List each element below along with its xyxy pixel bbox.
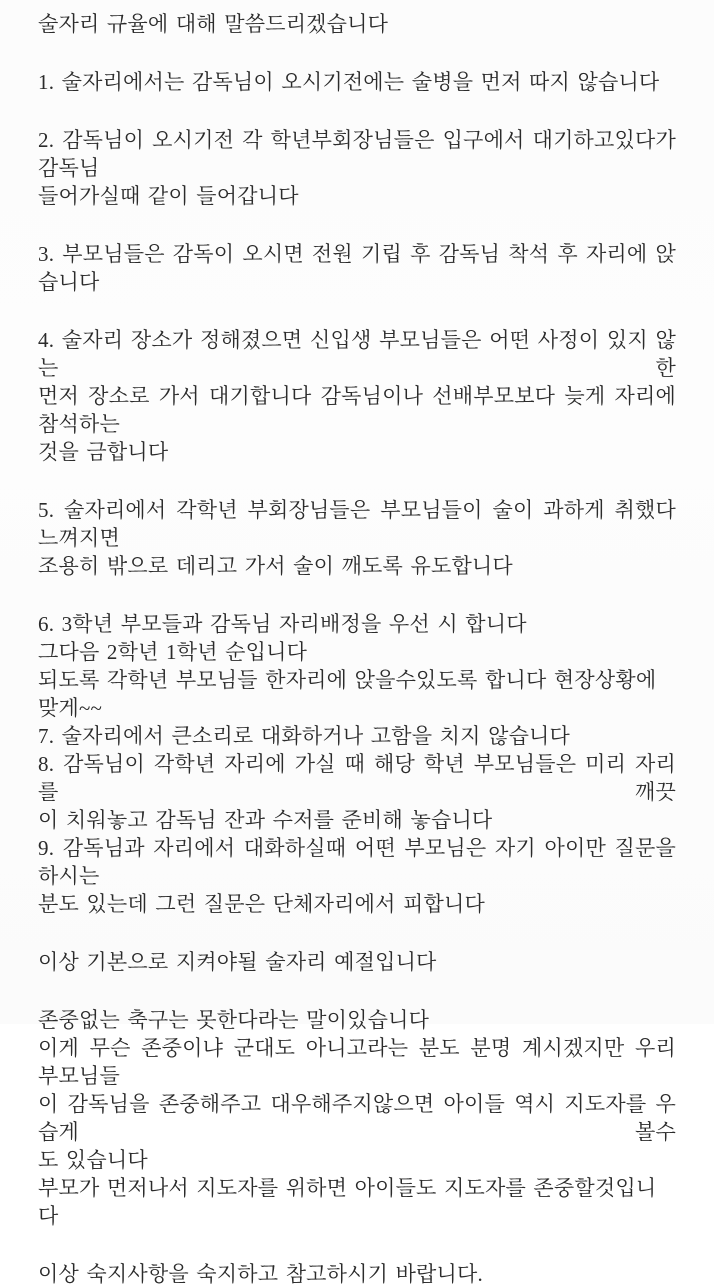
rule-7-line-1: 7. 술자리에서 큰소리로 대화하거나 고함을 치지 않습니다 [38, 724, 571, 748]
rule-9-line-2: 분도 있는데 그런 질문은 단체자리에서 피합니다 [38, 892, 485, 916]
rule-6-line-2: 그다음 2학년 1학년 순입니다 [38, 640, 308, 664]
rule-5-line-1: 5. 술자리에서 각학년 부회장님들은 부모님들이 술이 과하게 취했다 느껴지면 [38, 498, 676, 550]
rule-1-line-1: 1. 술자리에서는 감독님이 오시기전에는 술병을 먼저 따지 않습니다 [38, 70, 660, 94]
respect-paragraph [38, 1006, 676, 1230]
rule-4-line-2: 먼저 장소로 가서 대기합니다 감독님이나 선배부모보다 늦게 자리에 참석하는 [38, 384, 676, 436]
doc-title-block [38, 10, 676, 38]
closing-notice [38, 1260, 676, 1288]
rule-4 [38, 326, 676, 466]
rule-6-line-3: 되도록 각학년 부모님들 한자리에 앉을수있도록 합니다 현장상황에 맞게~~ [38, 668, 657, 720]
rule-2-line-2: 들어가실때 같이 들어갑니다 [38, 184, 299, 208]
rule-1 [38, 68, 676, 96]
respect-line-5: 부모가 먼저나서 지도자를 위하면 아이들도 지도자를 존중할것입니다 [38, 1176, 657, 1228]
rule-3 [38, 240, 676, 296]
rule-5-line-2: 조용히 밖으로 데리고 가서 술이 깨도록 유도합니다 [38, 554, 513, 578]
rule-3-line-1: 3. 부모님들은 감독이 오시면 전원 기립 후 감독님 착석 후 자리에 앉습니다 [38, 242, 676, 294]
doc-title: 술자리 규율에 대해 말씀드리겠습니다 [38, 12, 389, 36]
respect-line-1: 존중없는 축구는 못한다라는 말이있습니다 [38, 1008, 430, 1032]
respect-line-3: 이 감독님을 존중해주고 대우해주지않으면 아이들 역시 지도자를 우습게 볼수 [38, 1092, 676, 1144]
closing-notice-line-1: 이상 숙지사항을 숙지하고 참고하시기 바랍니다. [38, 1262, 483, 1286]
respect-line-2: 이게 무슨 존중이냐 군대도 아니고라는 분도 분명 계시겠지만 우리 부모님들 [38, 1036, 676, 1088]
rule-4-line-3: 것을 금합니다 [38, 440, 169, 464]
rule-4-line-1: 4. 술자리 장소가 정해졌으면 신입생 부모님들은 어떤 사정이 있지 않는 한 [38, 328, 676, 380]
rule-9-line-1: 9. 감독님과 자리에서 대화하실때 어떤 부모님은 자기 아이만 질문을 하시는 [38, 836, 676, 888]
rules-6-to-9 [38, 610, 676, 918]
closing-etiquette [38, 948, 676, 976]
rule-2-line-1: 2. 감독님이 오시기전 각 학년부회장님들은 입구에서 대기하고있다가 감독님 [38, 128, 676, 180]
rule-2 [38, 126, 676, 210]
closing-etiquette-line-1: 이상 기본으로 지켜야될 술자리 예절입니다 [38, 950, 437, 974]
rule-5 [38, 496, 676, 580]
rule-8-line-2: 이 치워놓고 감독님 잔과 수저를 준비해 놓습니다 [38, 808, 493, 832]
rule-8-line-1: 8. 감독님이 각학년 자리에 가실 때 해당 학년 부모님들은 미리 자리를 깨끗 [38, 752, 676, 804]
respect-line-4: 도 있습니다 [38, 1148, 148, 1172]
rule-6-line-1: 6. 3학년 부모들과 감독님 자리배정을 우선 시 합니다 [38, 612, 527, 636]
